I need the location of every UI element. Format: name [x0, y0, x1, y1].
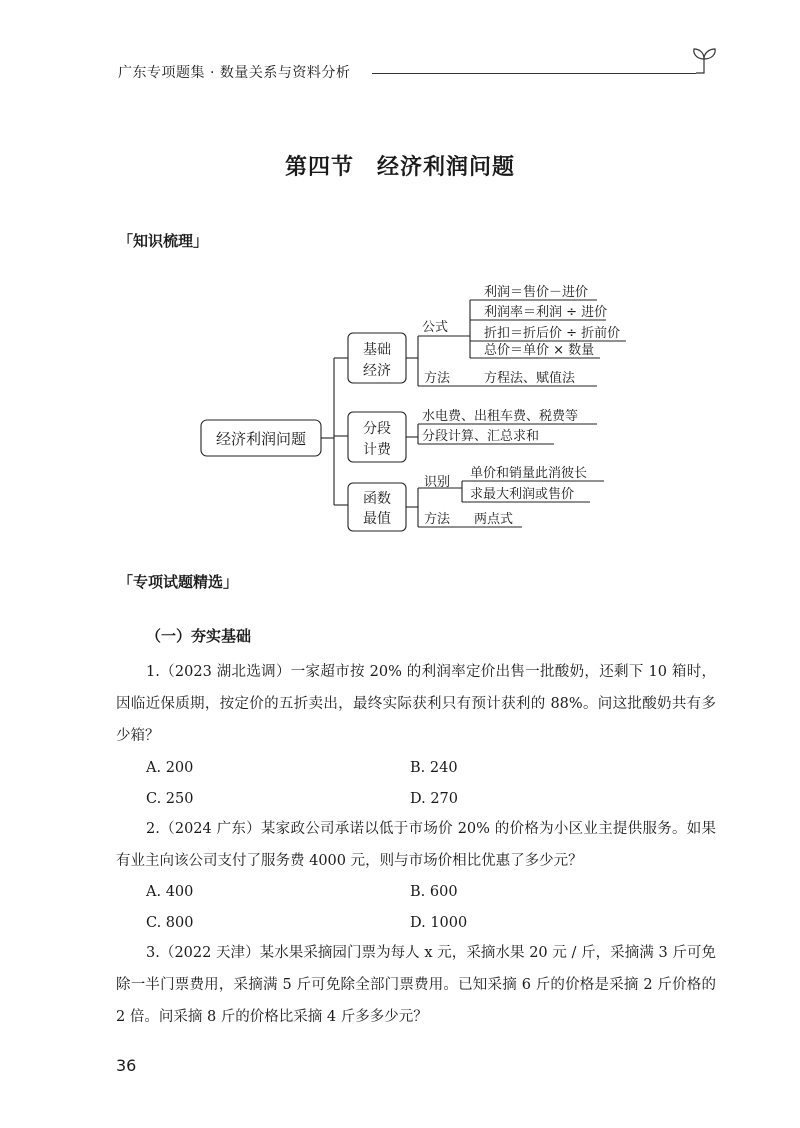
mindmap-tag: 公式 — [422, 320, 449, 335]
option-c[interactable]: C. 250 — [146, 791, 194, 807]
question-1-options — [146, 760, 706, 820]
mindmap-branch-1-line1: 基础 — [363, 342, 391, 358]
mindmap-branch-3-line2: 最值 — [363, 511, 391, 527]
mindmap-leaf: 折扣＝折后价 ÷ 折前价 — [484, 326, 621, 341]
section-title: 第四节 经济利润问题 — [284, 155, 515, 180]
bracket-open: 「 — [118, 573, 134, 591]
mindmap-leaf: 利润率＝利润 ÷ 进价 — [484, 305, 608, 320]
question-2-options — [146, 884, 706, 944]
mindmap-leaf: 方程法、赋值法 — [484, 371, 576, 386]
knowledge-heading-text: 知识梳理 — [133, 232, 194, 250]
mindmap-leaf: 单价和销量此消彼长 — [470, 466, 588, 481]
mindmap-tag: 方法 — [424, 371, 451, 386]
option-d[interactable]: D. 1000 — [410, 915, 468, 931]
bracket-open: 「 — [118, 232, 134, 250]
mindmap-leaf: 求最大利润或售价 — [470, 487, 575, 502]
question-text: 2.（2024 广东）某家政公司承诺以低于市场价 20% 的价格为小区业主提供服务。如果有业主向该公司支付了服务费 4000 元，则与市场价相比优惠了多少元？ — [116, 821, 716, 869]
option-b[interactable]: B. 600 — [410, 884, 458, 900]
mindmap-leaf: 水电费、出租车费、税费等 — [422, 409, 579, 424]
running-header-title: 广东专项题集 · 数量关系与资料分析 — [118, 65, 351, 81]
bracket-close: 」 — [223, 573, 239, 591]
mindmap-branch-2-line2: 计费 — [363, 442, 391, 458]
question-text: 3.（2022 天津）某水果采摘园门票为每人 x 元，采摘水果 20 元 / 斤，采摘满 3 斤可免除一半门票费用，采摘满 5 斤可免除全部门票费用。已知采摘 6 斤的价格是采摘 2 斤价格的 2 倍。问采摘 8 斤的价格比采摘 4 斤多多少元？ — [116, 945, 716, 1025]
practice-heading — [118, 571, 238, 592]
mindmap-root: 经济利润问题 — [215, 430, 307, 448]
question-2 — [116, 813, 716, 877]
mindmap-leaf: 总价＝单价 × 数量 — [484, 343, 595, 358]
mindmap-tag: 方法 — [424, 512, 451, 527]
option-c[interactable]: C. 800 — [146, 915, 194, 931]
page-number: 36 — [116, 1056, 137, 1075]
option-a[interactable]: A. 400 — [146, 884, 194, 900]
option-a[interactable]: A. 200 — [146, 760, 194, 776]
mindmap-leaf: 分段计算、汇总求和 — [422, 429, 540, 444]
part-title: （一）夯实基础 — [146, 627, 252, 645]
mindmap-branch-1-line2: 经济 — [363, 363, 391, 379]
question-3 — [116, 937, 716, 1033]
mindmap-tag: 识别 — [424, 475, 451, 490]
mind-map — [0, 0, 800, 560]
mindmap-branch-2-line1: 分段 — [363, 421, 391, 437]
question-text: 1.（2023 湖北选调）一家超市按 20% 的利润率定价出售一批酸奶，还剩下 10 箱时，因临近保质期，按定价的五折卖出，最终实际获利只有预计获利的 88%。问这批酸奶共有多少箱？ — [116, 664, 716, 744]
bracket-close: 」 — [193, 232, 209, 250]
option-b[interactable]: B. 240 — [410, 760, 458, 776]
option-d[interactable]: D. 270 — [410, 791, 459, 807]
mindmap-leaf: 利润＝售价－进价 — [484, 285, 589, 300]
mindmap-branch-3-line1: 函数 — [363, 491, 391, 507]
question-1 — [116, 656, 716, 752]
practice-heading-text: 专项试题精选 — [133, 573, 224, 591]
mindmap-leaf: 两点式 — [474, 512, 514, 527]
